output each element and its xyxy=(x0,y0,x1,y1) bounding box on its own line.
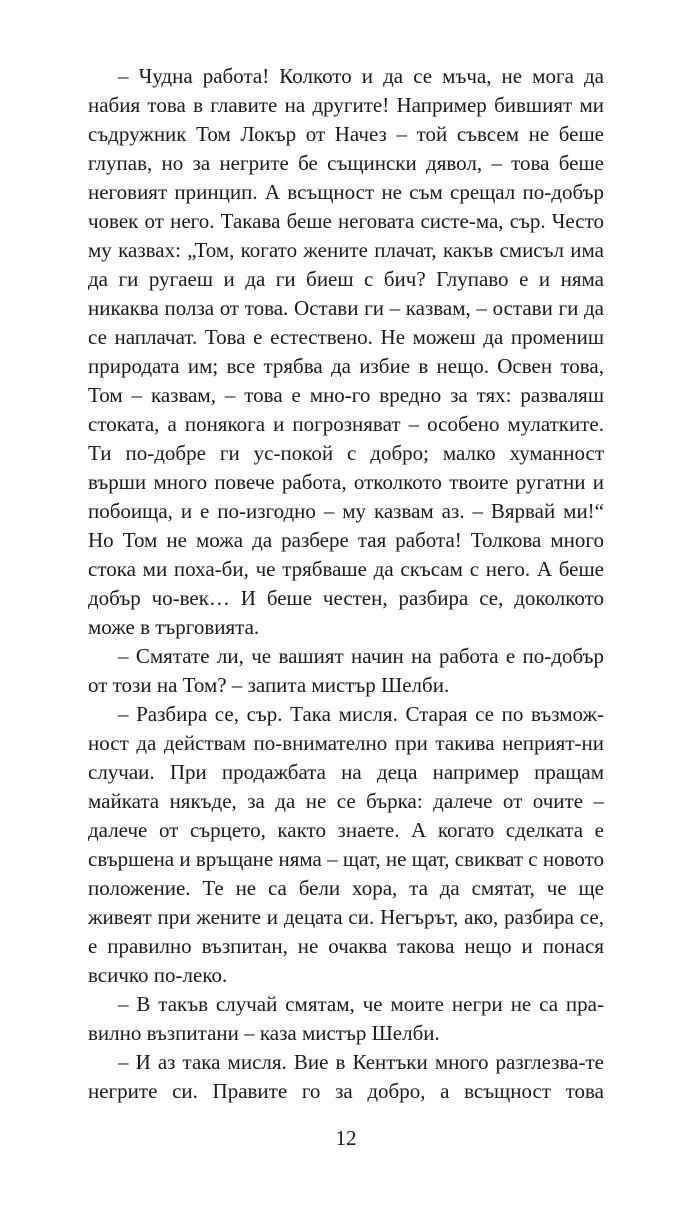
page-number: 12 xyxy=(335,1126,357,1150)
paragraph-4: – В такъв случай смятам, че моите негри не са пра-вилно възпитани – каза мистър Шелби. xyxy=(88,992,604,1045)
paragraph-2: – Смятате ли, че вашият начин на работа е по-добър от този на Том? – запита мистър Шелби. xyxy=(88,644,604,697)
paragraph-5: – И аз така мисля. Вие в Кентъки много разглезва-те негрите си. Правите го за добро, а всъщност това xyxy=(88,1050,604,1103)
page-body xyxy=(88,62,604,1106)
paragraph-1: – Чудна работа! Колкото и да се мъча, не мога да набия това в главите на другите! Например бившият ми съдружник Том Локър от Начез – той съвсем не беше глупав, но за негрите бе същински дявол, – това беше неговият принцип. А всъщност не съм срещал по-добър човек от него. Такава беше неговата систе-ма, сър. Често му казвах: „Том, когато жените плачат, какъв смисъл има да ги ругаеш и да ги биеш с бич? Глупаво е и няма никаква полза от това. Остави ги – казвам, – остави ги да се наплачат. Това е естествено. Не можеш да промениш природата им; все трябва да избие в нещо. Освен това, Том – казвам, – това е мно-го вредно за тях: разваляш стоката, а понякога и погрозняват – особено мулатките. Ти по-добре ги ус-покой с добро; малко хуманност върши много повече работа, отколкото твоите ругатни и побоища, и е по-изгодно – му казвам аз. – Вярвай ми!“ Но Том не можа да разбере тая работа! Толкова много стока ми поха-би, че трябваше да скъсам с него. А беше добър чо-век… И беше честен, разбира се, доколкото може в търговията. xyxy=(88,64,604,639)
paragraph-3: – Разбира се, сър. Така мисля. Старая се по възмож-ност да действам по-внимателно при такива неприят-ни случаи. При продажбата на деца например пращам майката някъде, за да не се бърка: далече от очите – далече от сърцето, както знаете. А когато сделката е свършена и връщане няма – щат, не щат, свикват с новото положение. Те не са бели хора, та да смятат, че ще живеят при жените и децата си. Негърът, ако, разбира се, е правилно възпитан, не очаква такова нещо и понася всичко по-леко. xyxy=(88,702,604,987)
